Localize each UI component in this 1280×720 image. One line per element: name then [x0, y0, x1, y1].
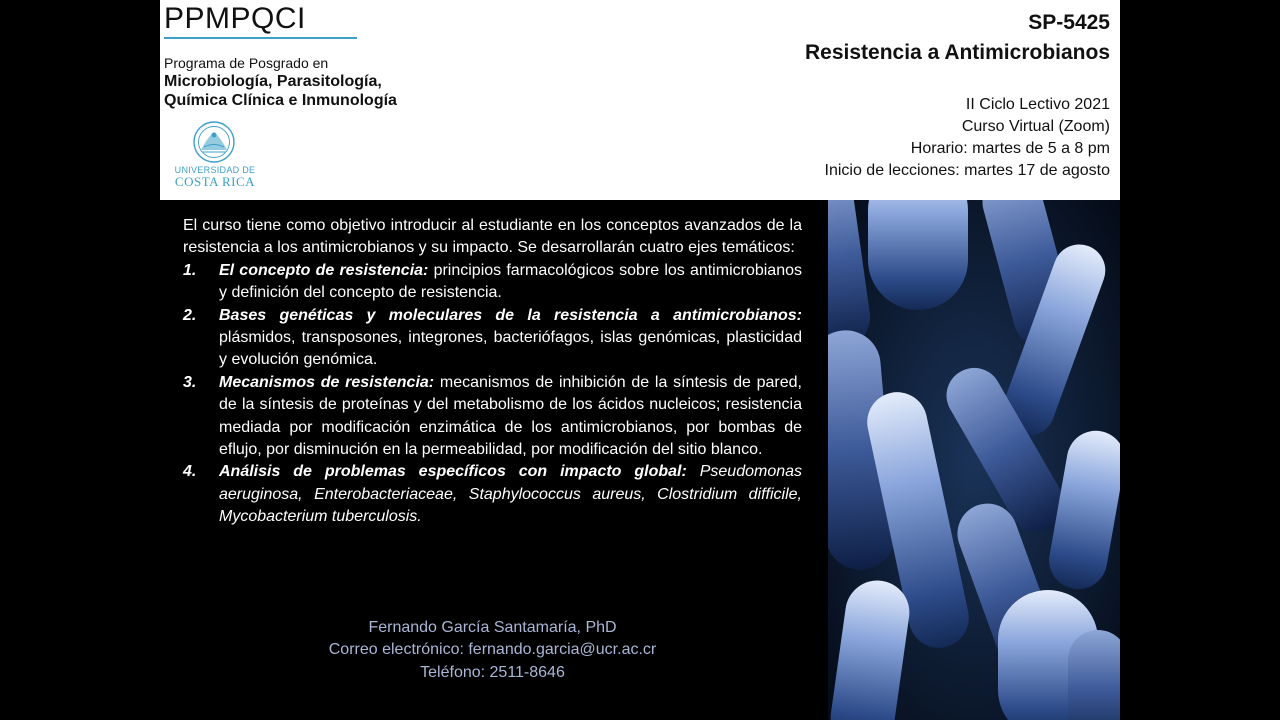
university-seal-icon [174, 120, 256, 166]
course-title: Resistencia a Antimicrobianos [805, 41, 1110, 64]
course-header [805, 8, 1110, 182]
axis-number: 3. [183, 373, 197, 391]
bacteria-image [828, 200, 1120, 720]
course-code: SP-5425 [1028, 11, 1110, 34]
program-name [164, 55, 397, 110]
brand-underline [164, 37, 357, 39]
slide-header [160, 0, 1120, 200]
course-mode: Curso Virtual (Zoom) [961, 118, 1110, 135]
logo-line-2: COSTA RICA [174, 174, 256, 189]
intro-paragraph: El curso tiene como objetivo introducir al estudiante en los conceptos avanzados de la resistencia a los antimicrobianos y su impacto. Se desarrollarán cuatro ejes temáticos: [183, 217, 802, 257]
course-term: II Ciclo Lectivo 2021 [965, 96, 1110, 113]
axis-number: 4. [183, 463, 197, 481]
university-logo [174, 120, 256, 192]
contact-name: Fernando García Santamaría, PhD [368, 619, 617, 636]
course-details [805, 94, 1110, 182]
axis-item [183, 372, 802, 462]
course-start: Inicio de lecciones: martes 17 de agosto [824, 162, 1110, 179]
axis-item [183, 260, 802, 305]
axis-title: Mecanismos de resistencia: [219, 373, 435, 391]
logo-line-1: UNIVERSIDAD DE [174, 165, 256, 175]
axis-title: Bases genéticas y moleculares de la resistencia a antimicrobianos: [219, 306, 802, 324]
program-line-3: Química Clínica e Inmunología [164, 92, 397, 109]
axis-text: mecanismos de inhibición de la síntesis de pared, de la síntesis de proteínas y del metabolismo de los ácidos nucleicos; resistencia mediada por modificación enzimática de los antimicrobianos, por bombas de eflujo, por disminución en la permeabilidad, por modificación del sitio blanco. [219, 373, 802, 459]
axis-text: principios farmacológicos sobre los antimicrobianos y definición del concepto de resistencia. [219, 261, 802, 302]
logo-caption [174, 164, 256, 188]
program-line-2: Microbiología, Parasitología, [164, 73, 382, 90]
axis-number: 2. [183, 306, 197, 324]
bacteria-illustration [828, 200, 1120, 720]
axis-number: 1. [183, 261, 197, 279]
axis-text: Pseudomonas aeruginosa, Enterobacteriaceae, Staphylococcus aureus, Clostridium difficile, Mycobacterium tuberculosis. [219, 463, 803, 526]
program-acronym: PPMPQCI [164, 2, 306, 35]
course-description [183, 215, 802, 529]
axis-text: plásmidos, transposones, integrones, bacteriófagos, islas genómicas, plasticidad y evolución genómica. [219, 329, 802, 369]
axis-item [183, 461, 802, 528]
axis-item [183, 305, 802, 372]
course-schedule: Horario: martes de 5 a 8 pm [910, 140, 1110, 157]
course-slide [160, 0, 1120, 720]
thematic-axes-list [183, 260, 802, 529]
contact-block [183, 617, 802, 684]
contact-email: Correo electrónico: fernando.garcia@ucr.ac.cr [328, 641, 657, 659]
axis-title: El concepto de resistencia: [219, 261, 429, 279]
contact-phone: Teléfono: 2511-8646 [420, 663, 565, 681]
axis-title: Análisis de problemas específicos con impacto global: [219, 463, 687, 481]
program-line-1: Programa de Posgrado en [164, 55, 329, 71]
